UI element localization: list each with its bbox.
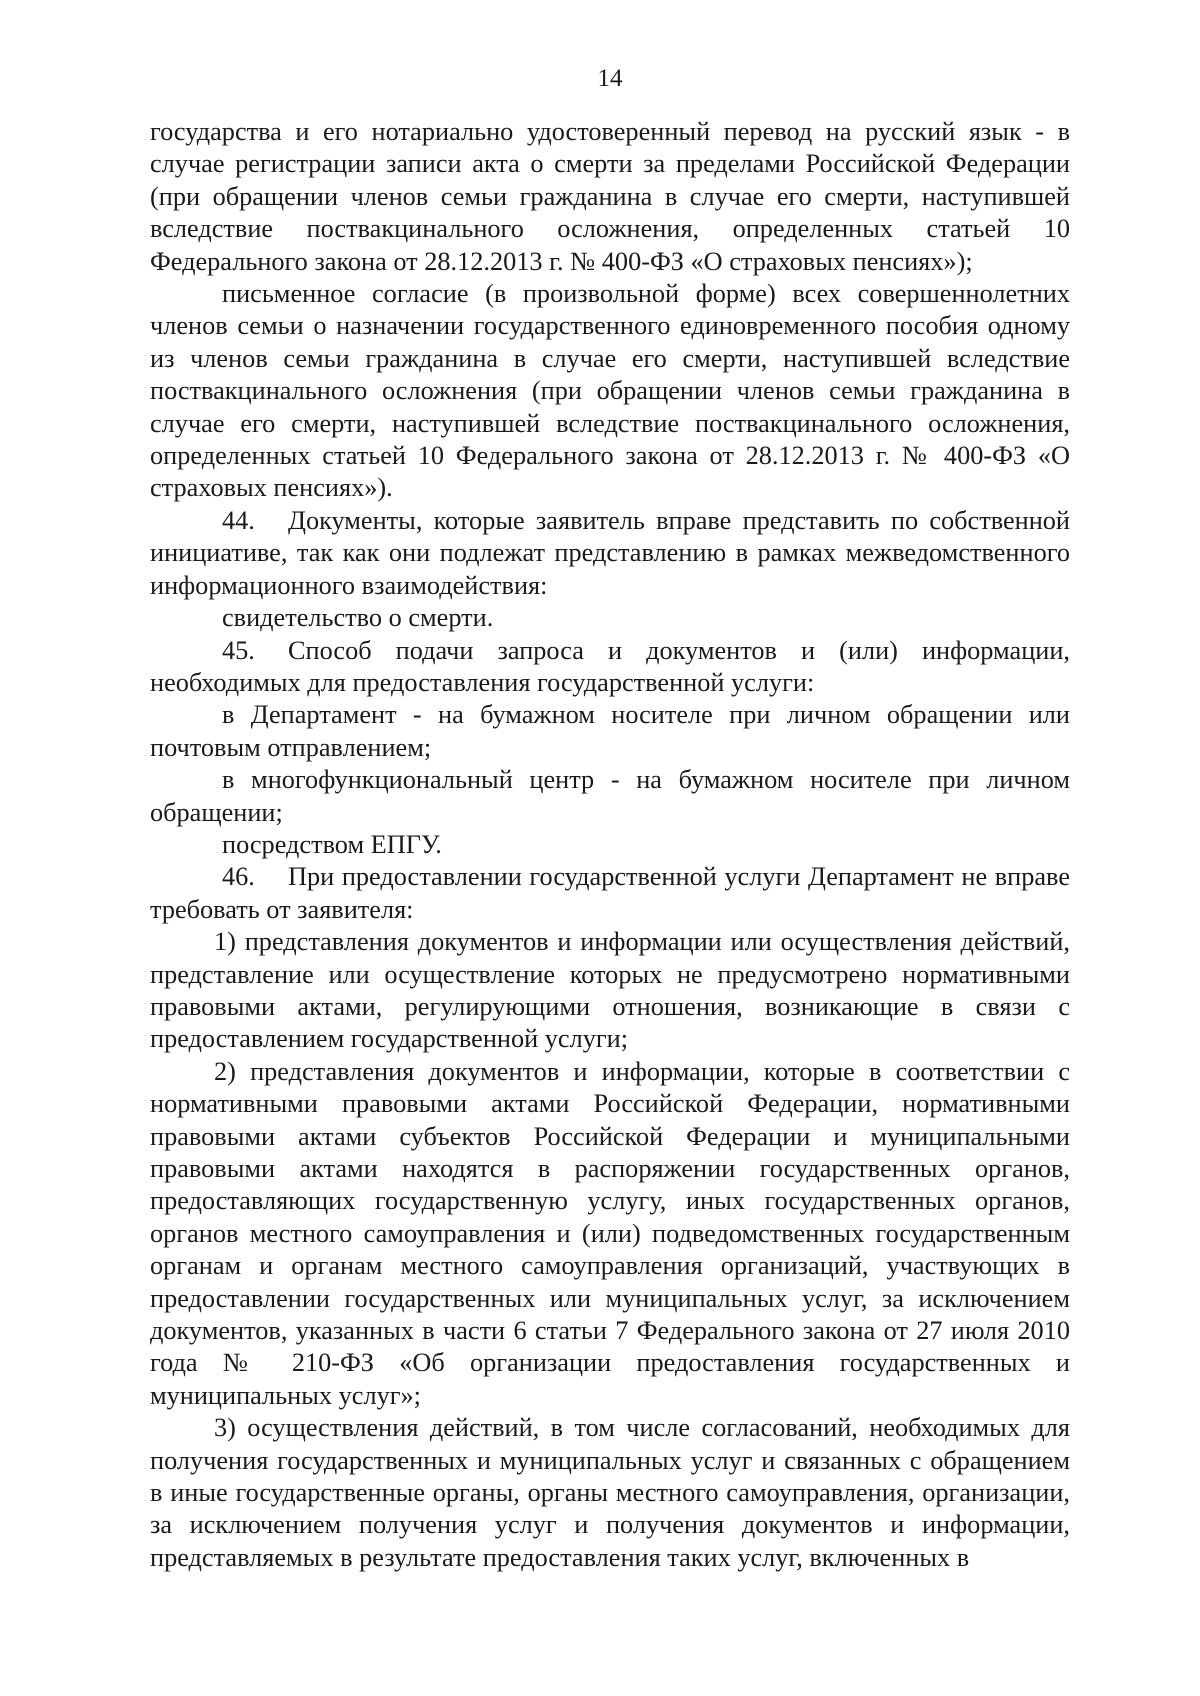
clause-number-45: 45. [222,635,255,665]
page-number: 14 [597,65,623,92]
paragraph-46 [150,861,1070,926]
paragraph-death-certificate: свидетельство о смерти. [222,603,494,633]
paragraph-45 [150,635,1070,700]
clause-text-45: Способ подачи запроса и документов и (или) информации, необходимых для предоставления государственной услуги: [150,635,1070,697]
clause-text-44: Документы, которые заявитель вправе представить по собственной инициативе, так как они подлежат представлению в рамках межведомственного информационного взаимодействия: [150,505,1070,600]
paragraph-44 [150,505,1070,602]
clause-text-46: При предоставлении государственной услуги Департамент не вправе требовать от заявителя: [150,862,1070,924]
paragraph-department-submission: в Департамент - на бумажном носителе при личном обращении или почтовым отправлением; [150,700,1070,762]
clause-number-46: 46. [222,862,255,892]
list-item-2: 2) представления документов и информации, которые в соответствии с нормативными правовыми актами Российской Федерации, нормативными правовыми актами субъектов Российской Федерации и муниципальными правовыми актами находятся в распоряжении государственных органов, предоставляющих государственную услугу, иных государственных органов, органов местного самоуправления и (или) подведомственных государственным органам и органам местного самоуправления организаций, участвующих в предоставлении государственных или муниципальных услуг, за исключением документов, указанных в части 6 статьи 7 Федерального закона от 27 июля 2010 года № 210-ФЗ «Об организации предоставления государственных и муниципальных услуг»; [150,1056,1070,1410]
paragraph-mfc-submission: в многофункциональный центр - на бумажном носителе при личном обращении; [150,765,1070,827]
clause-number-44: 44. [222,505,255,535]
list-item-3: 3) осуществления действий, в том числе согласований, необходимых для получения государственных и муниципальных услуг и связанных с обращением в иные государственные органы, органы местного самоуправления, организации, за исключением получения услуг и получения документов и информации, представляемых в результате предоставления таких услуг, включенных в [150,1413,1070,1572]
document-body [150,116,1070,1574]
paragraph-written-consent: письменное согласие (в произвольной форме) всех совершеннолетних членов семьи о назначении государственного единовременного пособия одному из членов семьи гражданина в случае его смерти, наступившей вследствие поствакцинального осложнения (при обращении членов семьи гражданина в случае его смерти, наступившей вследствие поствакцинального осложнения, определенных статьей 10 Федерального закона от 28.12.2013 г. № 400-ФЗ «О страховых пенсиях»). [150,279,1070,503]
paragraph-epgu-submission: посредством ЕПГУ. [222,829,442,859]
list-item-1: 1) представления документов и информации или осуществления действий, представление или осуществление которых не предусмотрено нормативными правовыми актами, регулирующими отношения, возникающие в связи с предоставлением государственной услуги; [150,927,1070,1054]
paragraph-foreign-act-translation: государства и его нотариально удостоверенный перевод на русский язык - в случае регистрации записи акта о смерти за пределами Российской Федерации (при обращении членов семьи гражданина в случае его смерти, наступившей вследствие поствакцинального осложнения, определенных статьей 10 Федерального закона от 28.12.2013 г. № 400-ФЗ «О страховых пенсиях»); [150,117,1070,276]
